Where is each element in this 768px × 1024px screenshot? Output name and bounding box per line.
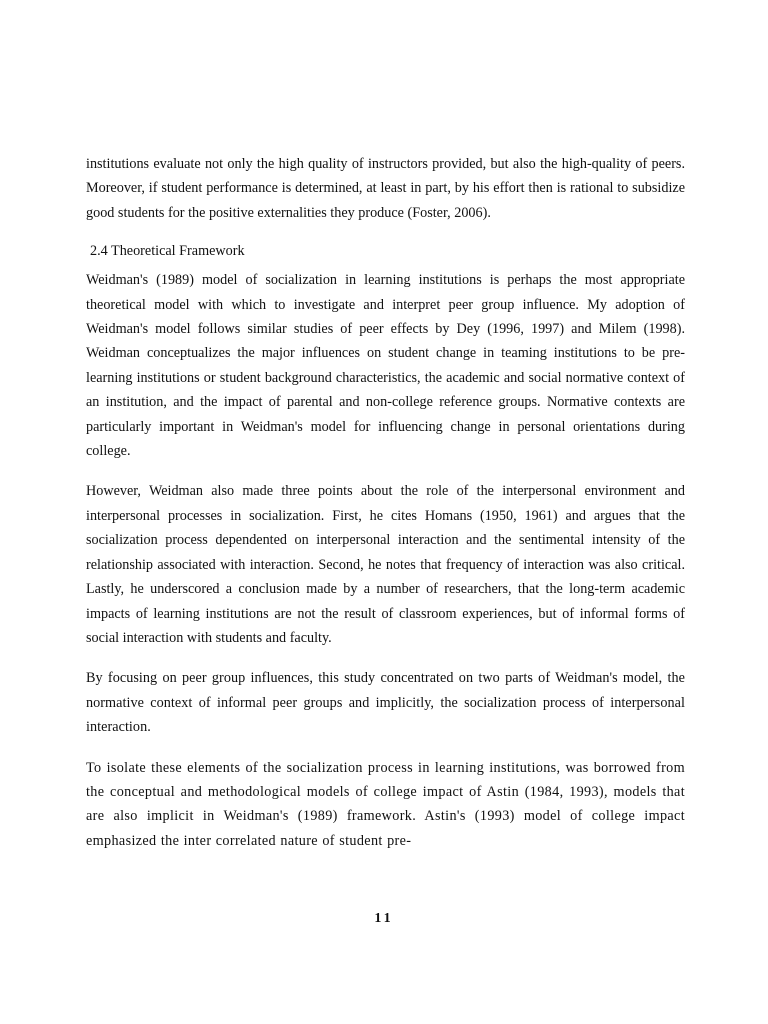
paragraph-weidman-model: Weidman's (1989) model of socialization in learning institutions is perhaps the most appropriate theoretical model with which to investigate and interpret peer group influence. My adoption of Weidman's model follows similar studies of peer effects by Dey (1996, 1997) and Milem (1998). Weidman conceptualizes the major influences on student change in teaming institutions to be pre- learning institutions or student background characteristics, the academic and social normative context of an institution, and the impact of parental and non-college reference groups. Normative contexts are particularly important in Weidman's model for influencing change in personal orientations during college. bbox=[86, 272, 685, 460]
paragraph-peer-group-focus: By focusing on peer group influences, this study concentrated on two parts of Weidman's model, the normative context of informal peer groups and implicitly, the socialization process of interpersonal interaction. bbox=[86, 670, 685, 736]
document-body bbox=[86, 152, 685, 853]
section-heading: 2.4 Theoretical Framework bbox=[90, 243, 245, 260]
paragraph-astin-model: To isolate these elements of the socialization process in learning institutions, was borrowed from the conceptual and methodological models of college impact of Astin (1984, 1993), models that are also implicit in Weidman's (1989) framework. Astin's (1993) model of college impact emphasized the inter correlated nature of student pre- bbox=[86, 759, 685, 849]
paragraph-peer-quality: institutions evaluate not only the high quality of instructors provided, but also the high-quality of peers. Moreover, if student performance is determined, at least in part, by his effort then is rational to subsidize good students for the positive externalities they produce (Foster, 2006). bbox=[86, 156, 685, 221]
paragraph-interpersonal-processes: However, Weidman also made three points about the role of the interpersonal environment and interpersonal processes in socialization. First, he cites Homans (1950, 1961) and argues that the socialization process dependented on interpersonal interaction and the sentimental intensity of the relationship associated with interaction. Second, he notes that frequency of interaction was also critical. Lastly, he underscored a conclusion made by a number of researchers, that the long-term academic impacts of learning institutions are not the result of classroom experiences, but of informal forms of social interaction with students and faculty. bbox=[86, 483, 685, 646]
page-number: 11 bbox=[374, 911, 394, 926]
